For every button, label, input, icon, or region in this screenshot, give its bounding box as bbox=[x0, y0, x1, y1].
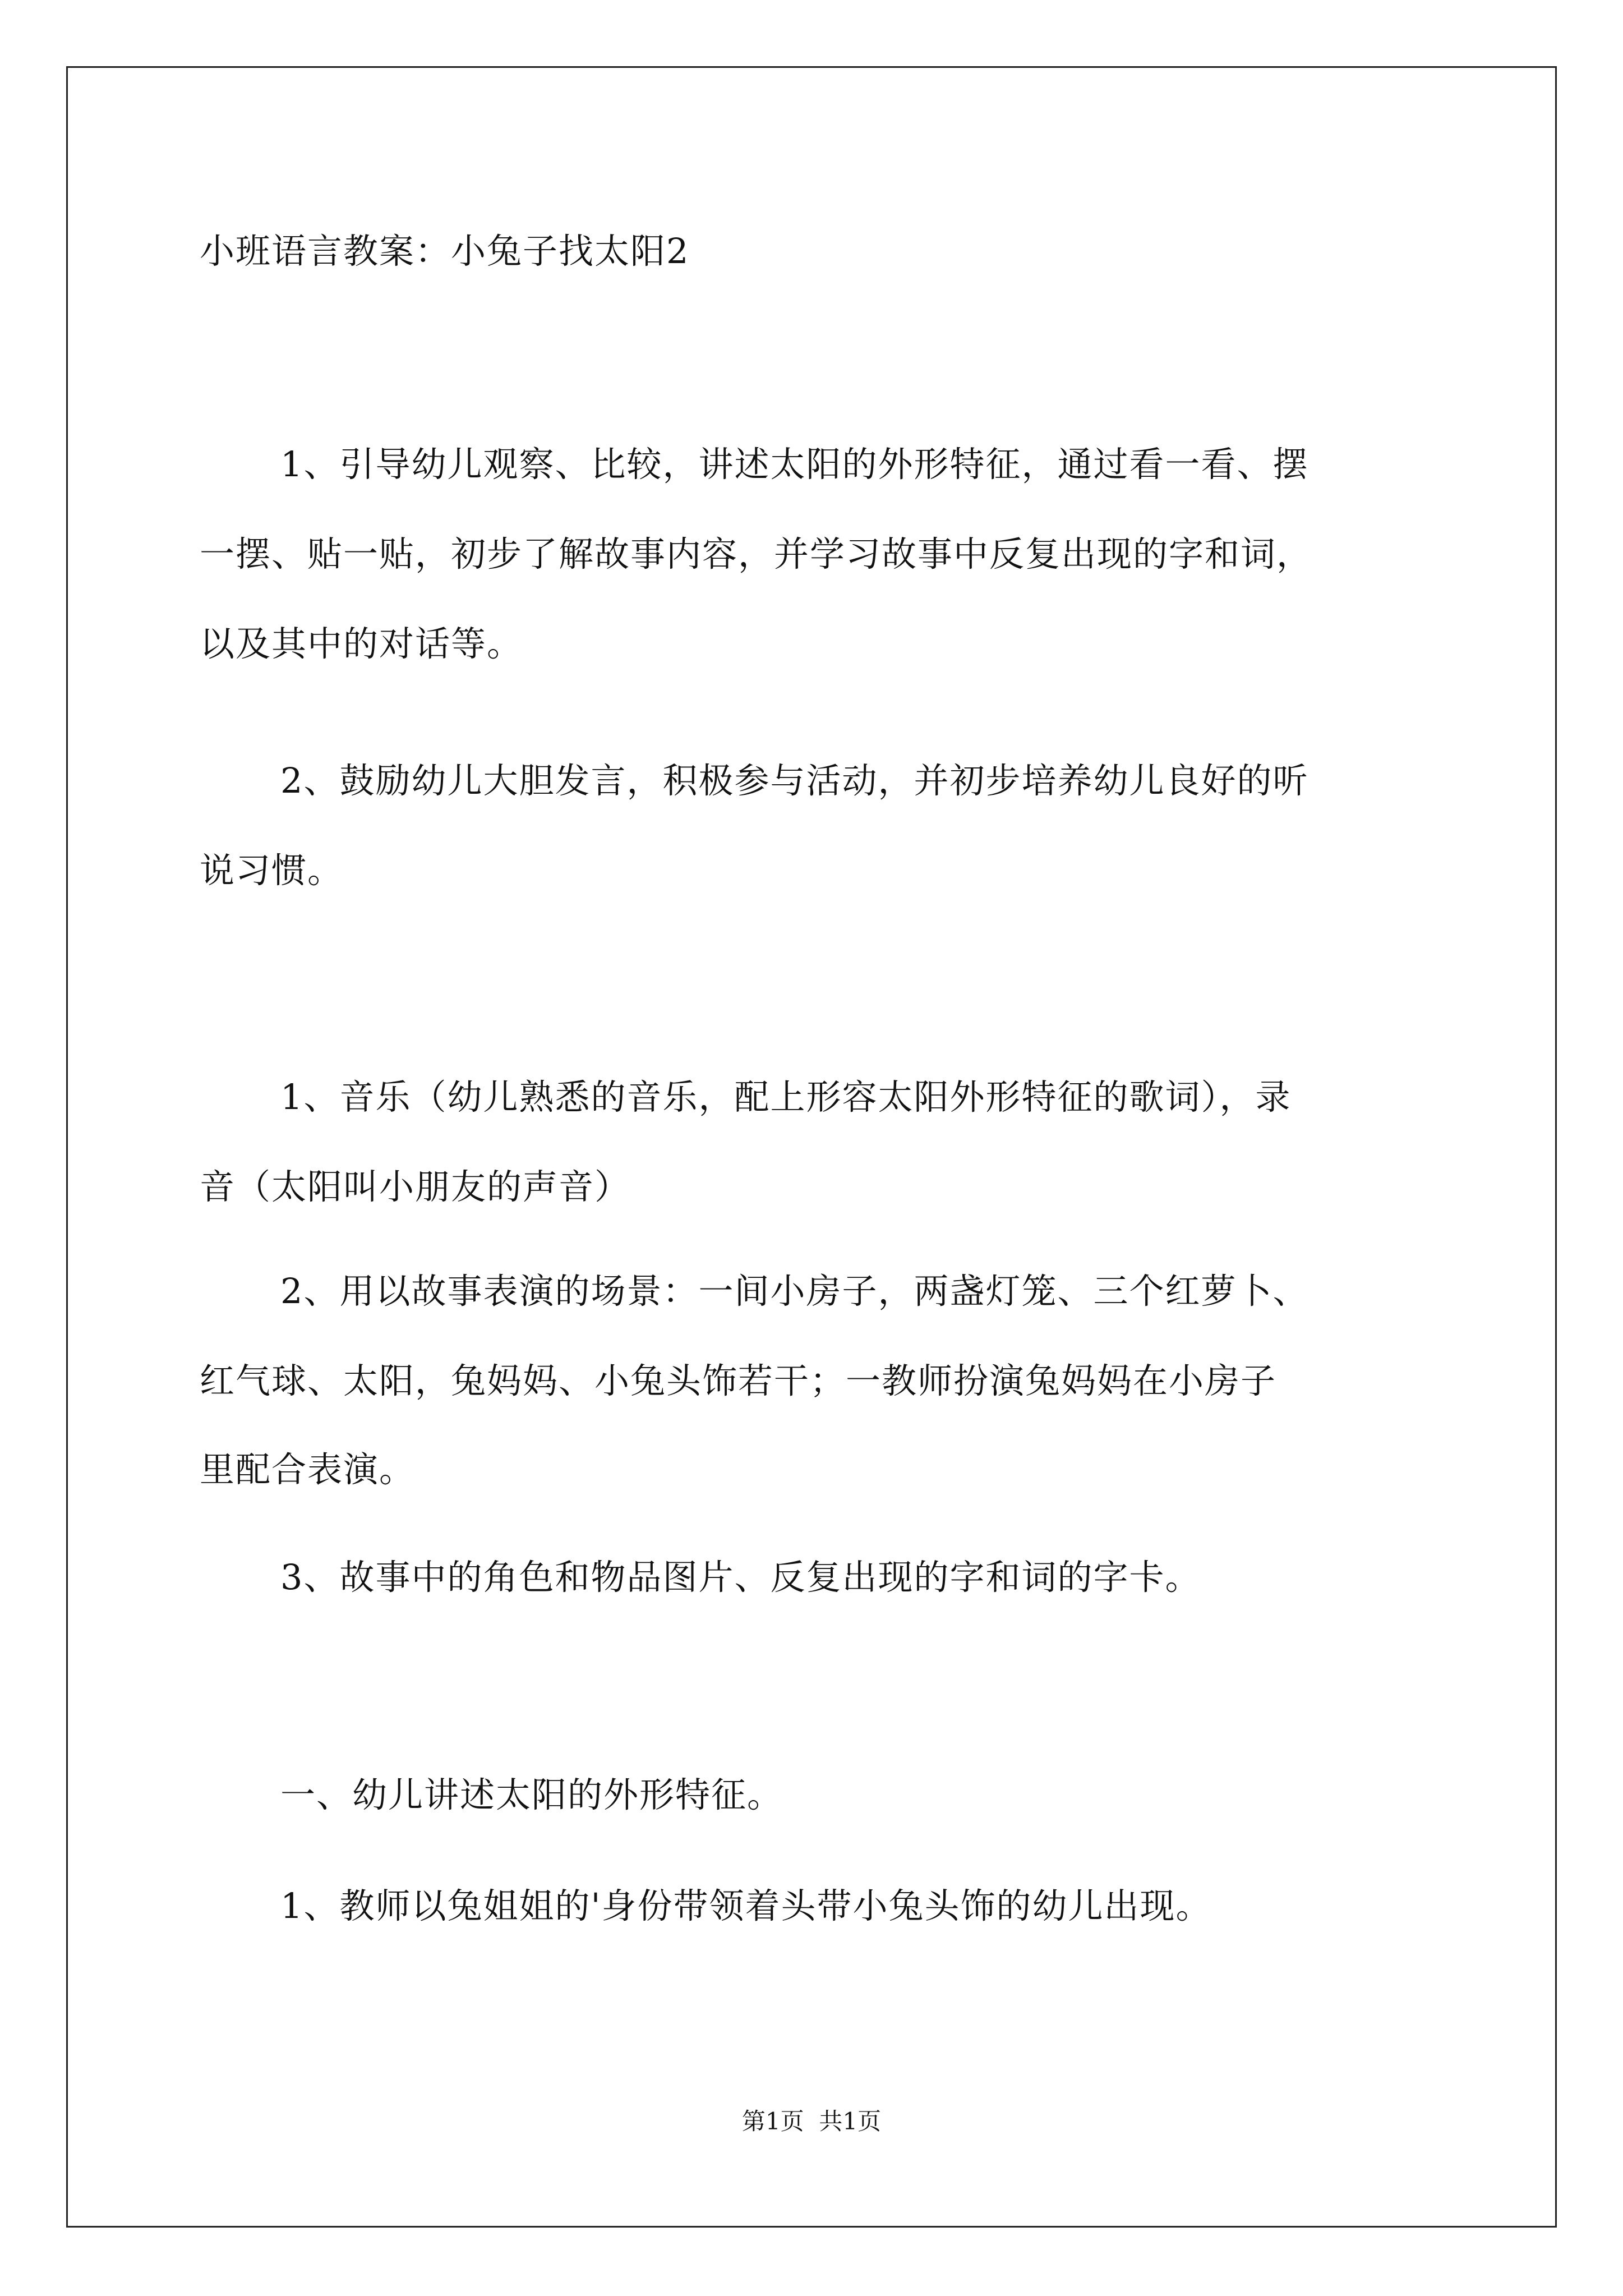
goal-2-line-1: 2、鼓励幼儿大胆发言，积极参与活动，并初步培养幼儿良好的听 bbox=[280, 760, 1309, 801]
goal-1-line-2: 一摆、贴一贴，初步了解故事内容，并学习故事中反复出现的字和词， bbox=[200, 533, 1313, 574]
prep-3-line-1: 3、故事中的角色和物品图片、反复出现的字和词的字卡。 bbox=[280, 1557, 1201, 1598]
page-footer: 第1页 共1页 bbox=[741, 2108, 882, 2135]
prep-1-line-1: 1、音乐（幼儿熟悉的音乐，配上形容太阳外形特征的歌词），录 bbox=[280, 1076, 1292, 1117]
goal-1-line-3: 以及其中的对话等。 bbox=[200, 623, 523, 664]
prep-2-line-1: 2、用以故事表演的场景：一间小房子，两盏灯笼、三个红萝卜、 bbox=[280, 1271, 1309, 1312]
process-step-1: 1、教师以兔姐姐的'身份带领着头带小兔头饰的幼儿出现。 bbox=[280, 1885, 1212, 1926]
goal-2-line-2: 说习惯。 bbox=[200, 850, 344, 891]
goal-1-line-1: 1、引导幼儿观察、比较，讲述太阳的外形特征，通过看一看、摆 bbox=[280, 444, 1309, 485]
document-title: 小班语言教案：小兔子找太阳2 bbox=[200, 231, 690, 272]
prep-2-line-2: 红气球、太阳，兔妈妈、小兔头饰若干；一教师扮演兔妈妈在小房子 bbox=[200, 1360, 1277, 1401]
process-heading: 一、幼儿讲述太阳的外形特征。 bbox=[280, 1774, 783, 1815]
prep-2-line-3: 里配合表演。 bbox=[200, 1449, 416, 1490]
prep-1-line-2: 音（太阳叫小朋友的声音） bbox=[200, 1166, 631, 1207]
